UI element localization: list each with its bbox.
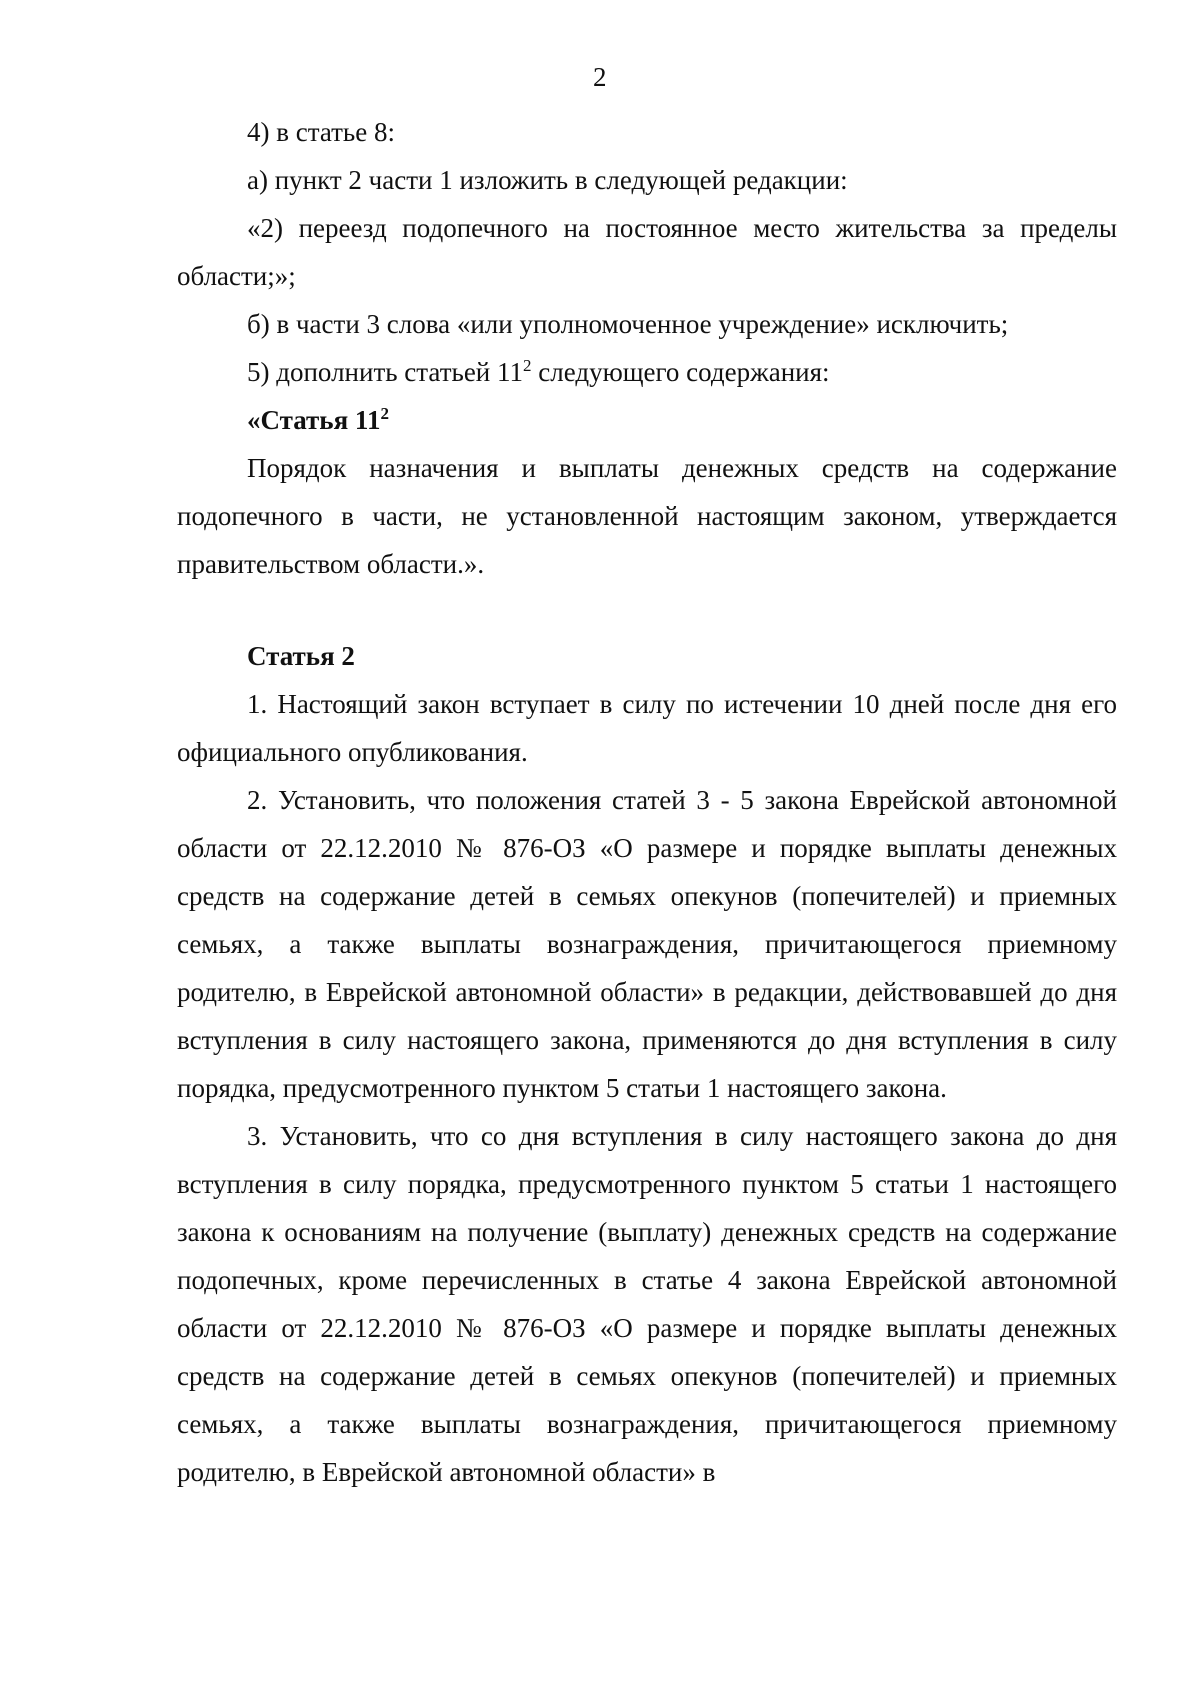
item-5-text-end: следующего содержания: bbox=[531, 357, 830, 387]
section-gap bbox=[177, 588, 1117, 632]
item-5 bbox=[177, 348, 1117, 396]
article-11-heading-text: «Статья 11 bbox=[247, 405, 381, 435]
item-5-superscript: 2 bbox=[523, 356, 532, 375]
item-4a-quote: «2) переезд подопечного на постоянное место жительства за пределы области;»; bbox=[177, 213, 1117, 291]
article-11-text: Порядок назначения и выплаты денежных средств на содержание подопечного в части, не установленной настоящим законом, утверждается правительством области.». bbox=[177, 453, 1117, 579]
page-number: 2 bbox=[593, 62, 607, 92]
article-11-superscript: 2 bbox=[380, 404, 389, 423]
article-2-paragraph-1: 1. Настоящий закон вступает в силу по истечении 10 дней после дня его официального опубликования. bbox=[177, 689, 1117, 767]
article-2-heading: Статья 2 bbox=[247, 641, 355, 671]
item-5-text: 5) дополнить статьей 11 bbox=[247, 357, 523, 387]
item-4b: б) в части 3 слова «или уполномоченное учреждение» исключить; bbox=[247, 309, 1009, 339]
article-11-heading bbox=[177, 396, 1117, 444]
item-4: 4) в статье 8: bbox=[247, 117, 395, 147]
article-2-paragraph-2: 2. Установить, что положения статей 3 - 5 закона Еврейской автономной области от 22.12.2010 № 876-ОЗ «О размере и порядке выплаты денежных средств на содержание детей в семьях опекунов (попечителей) и приемных семьях, а также выплаты вознаграждения, причитающегося приемному родителю, в Еврейской автономной области» в редакции, действовавшей до дня вступления в силу настоящего закона, применяются до дня вступления в силу порядка, предусмотренного пунктом 5 статьи 1 настоящего закона. bbox=[177, 785, 1117, 1103]
document-body bbox=[177, 108, 1117, 1496]
article-2-paragraph-3: 3. Установить, что со дня вступления в силу настоящего закона до дня вступления в силу порядка, предусмотренного пунктом 5 статьи 1 настоящего закона к основаниям на получение (выплату) денежных средств на содержание подопечных, кроме перечисленных в статье 4 закона Еврейской автономной области от 22.12.2010 № 876-ОЗ «О размере и порядке выплаты денежных средств на содержание детей в семьях опекунов (попечителей) и приемных семьях, а также выплаты вознаграждения, причитающегося приемному родителю, в Еврейской автономной области» в bbox=[177, 1121, 1117, 1487]
item-4a: а) пункт 2 части 1 изложить в следующей редакции: bbox=[247, 165, 848, 195]
